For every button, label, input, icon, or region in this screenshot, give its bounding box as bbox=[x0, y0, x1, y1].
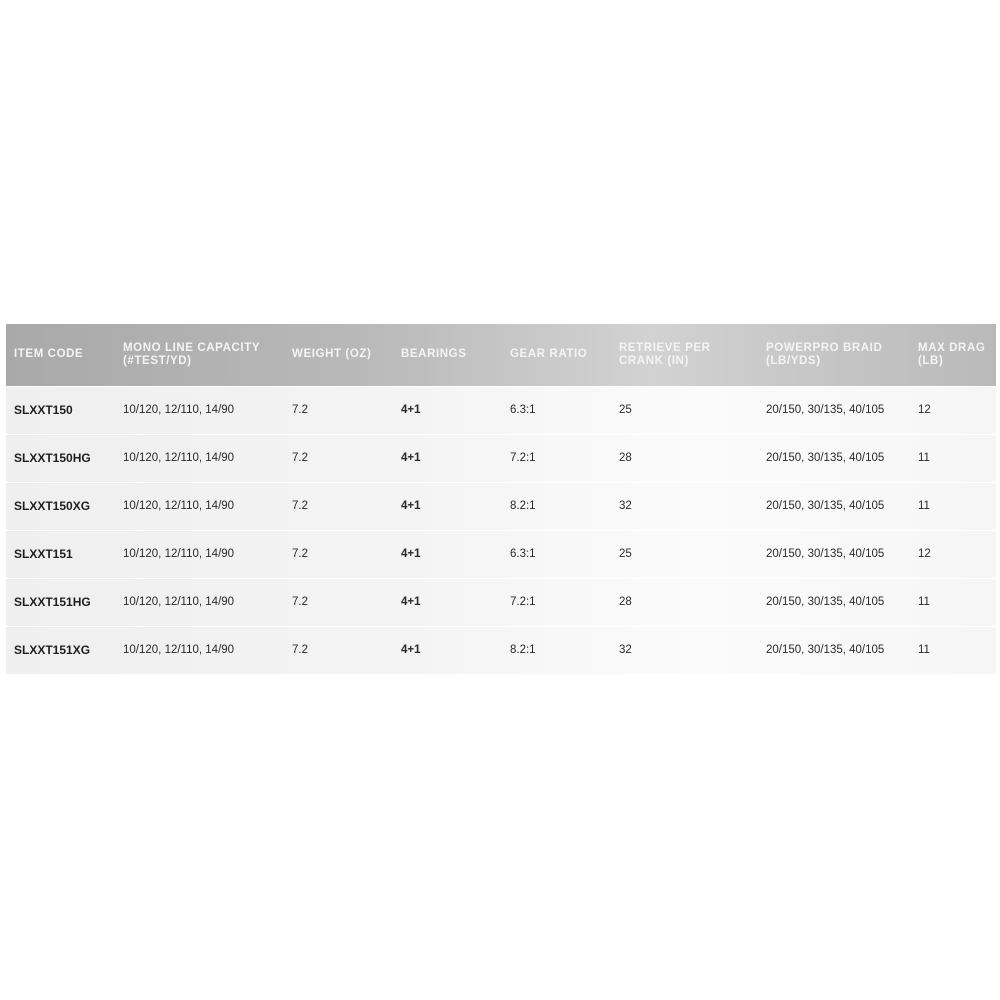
cell-bearings: 4+1 bbox=[393, 626, 502, 674]
cell-mono-line-capacity: 10/120, 12/110, 14/90 bbox=[115, 482, 284, 530]
header-powerpro-braid: POWERPRO BRAID (LB/YDS) bbox=[766, 341, 883, 367]
cell-gear-ratio: 7.2:1 bbox=[502, 578, 611, 626]
cell-gear-ratio: 6.3:1 bbox=[502, 530, 611, 578]
cell-max-drag: 11 bbox=[910, 578, 996, 626]
cell-bearings: 4+1 bbox=[393, 482, 502, 530]
cell-powerpro-braid: 20/150, 30/135, 40/105 bbox=[758, 626, 910, 674]
cell-gear-ratio: 8.2:1 bbox=[502, 626, 611, 674]
table-row bbox=[6, 386, 996, 434]
cell-weight: 7.2 bbox=[284, 434, 393, 482]
table-header-row bbox=[6, 324, 996, 386]
cell-gear-ratio: 6.3:1 bbox=[502, 386, 611, 434]
spec-table-container bbox=[6, 324, 996, 675]
table-row bbox=[6, 482, 996, 530]
cell-weight: 7.2 bbox=[284, 578, 393, 626]
cell-max-drag: 11 bbox=[910, 434, 996, 482]
cell-bearings: 4+1 bbox=[393, 530, 502, 578]
header-max-drag: MAX DRAG (LB) bbox=[918, 341, 986, 367]
header-item-code: ITEM CODE bbox=[14, 348, 84, 361]
cell-retrieve-per-crank: 32 bbox=[611, 626, 758, 674]
cell-powerpro-braid: 20/150, 30/135, 40/105 bbox=[758, 482, 910, 530]
cell-bearings: 4+1 bbox=[393, 578, 502, 626]
cell-item-code: SLXXT150XG bbox=[6, 482, 115, 530]
cell-weight: 7.2 bbox=[284, 386, 393, 434]
cell-powerpro-braid: 20/150, 30/135, 40/105 bbox=[758, 434, 910, 482]
cell-mono-line-capacity: 10/120, 12/110, 14/90 bbox=[115, 578, 284, 626]
spec-table bbox=[6, 324, 996, 675]
cell-weight: 7.2 bbox=[284, 482, 393, 530]
cell-max-drag: 11 bbox=[910, 482, 996, 530]
cell-item-code: SLXXT151XG bbox=[6, 626, 115, 674]
cell-retrieve-per-crank: 25 bbox=[611, 386, 758, 434]
cell-retrieve-per-crank: 25 bbox=[611, 530, 758, 578]
cell-item-code: SLXXT151HG bbox=[6, 578, 115, 626]
cell-gear-ratio: 8.2:1 bbox=[502, 482, 611, 530]
header-bearings: BEARINGS bbox=[401, 348, 467, 361]
cell-bearings: 4+1 bbox=[393, 434, 502, 482]
cell-item-code: SLXXT150HG bbox=[6, 434, 115, 482]
cell-weight: 7.2 bbox=[284, 530, 393, 578]
table-row bbox=[6, 626, 996, 674]
cell-retrieve-per-crank: 32 bbox=[611, 482, 758, 530]
table-row bbox=[6, 434, 996, 482]
header-retrieve-per-crank: RETRIEVE PER CRANK (IN) bbox=[619, 341, 711, 367]
cell-bearings: 4+1 bbox=[393, 386, 502, 434]
cell-mono-line-capacity: 10/120, 12/110, 14/90 bbox=[115, 530, 284, 578]
cell-mono-line-capacity: 10/120, 12/110, 14/90 bbox=[115, 626, 284, 674]
cell-powerpro-braid: 20/150, 30/135, 40/105 bbox=[758, 386, 910, 434]
cell-max-drag: 11 bbox=[910, 626, 996, 674]
cell-item-code: SLXXT150 bbox=[6, 386, 115, 434]
cell-weight: 7.2 bbox=[284, 626, 393, 674]
cell-mono-line-capacity: 10/120, 12/110, 14/90 bbox=[115, 434, 284, 482]
cell-powerpro-braid: 20/150, 30/135, 40/105 bbox=[758, 578, 910, 626]
header-mono-line-capacity: MONO LINE CAPACITY (#TEST/YD) bbox=[123, 341, 260, 367]
cell-max-drag: 12 bbox=[910, 386, 996, 434]
cell-retrieve-per-crank: 28 bbox=[611, 578, 758, 626]
cell-gear-ratio: 7.2:1 bbox=[502, 434, 611, 482]
cell-retrieve-per-crank: 28 bbox=[611, 434, 758, 482]
header-weight: WEIGHT (OZ) bbox=[292, 348, 372, 361]
cell-mono-line-capacity: 10/120, 12/110, 14/90 bbox=[115, 386, 284, 434]
cell-max-drag: 12 bbox=[910, 530, 996, 578]
table-row bbox=[6, 530, 996, 578]
table-row bbox=[6, 578, 996, 626]
cell-powerpro-braid: 20/150, 30/135, 40/105 bbox=[758, 530, 910, 578]
cell-item-code: SLXXT151 bbox=[6, 530, 115, 578]
header-gear-ratio: GEAR RATIO bbox=[510, 348, 588, 361]
